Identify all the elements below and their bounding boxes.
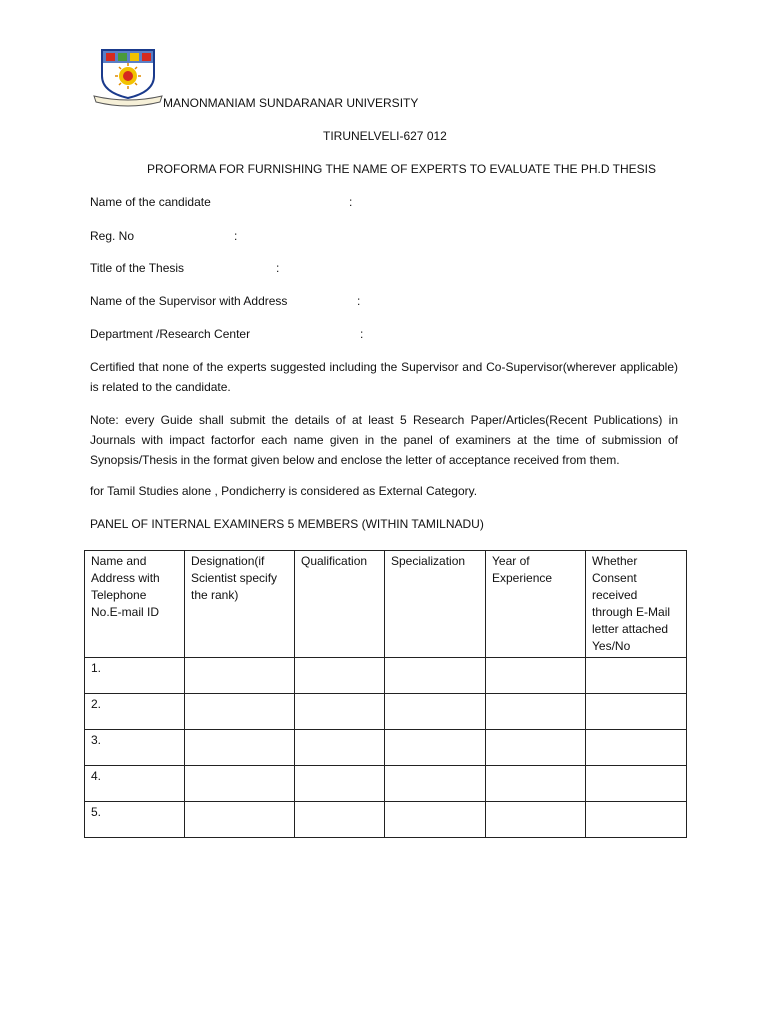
table-cell: [295, 694, 385, 730]
field-thesis-title-label: Title of the Thesis: [90, 261, 185, 275]
row-number: 2.: [85, 694, 185, 730]
table-row: [85, 730, 687, 766]
col-header-consent: Whether Consent received through E-Mail letter attached Yes/No: [586, 551, 687, 658]
col-header-designation: Designation(if Scientist specify the rank): [185, 551, 295, 658]
table-row: [85, 802, 687, 838]
field-supervisor-label: Name of the Supervisor with Address: [90, 294, 288, 308]
table-cell: [385, 730, 486, 766]
col-header-name-address: Name and Address with Telephone No.E-mail ID: [85, 551, 185, 658]
table-cell: [185, 658, 295, 694]
table-row: [85, 694, 687, 730]
table-cell: [185, 766, 295, 802]
field-candidate-name-sep: :: [349, 195, 353, 209]
note-statement: Note: every Guide shall submit the details of at least 5 Research Paper/Articles(Recent Publications) in Journals with impact factorfor each name given in the panel of examiners at the time of submission of Synopsis/Thesis in the format given below and enclose the letter of acceptance received from them.: [90, 413, 678, 467]
row-number: 4.: [85, 766, 185, 802]
table-cell: [486, 802, 586, 838]
field-reg-no-sep: :: [234, 229, 238, 243]
table-cell: [295, 802, 385, 838]
table-cell: [586, 766, 687, 802]
field-candidate-name-label: Name of the candidate: [90, 195, 211, 209]
table-cell: [586, 730, 687, 766]
table-row: [85, 766, 687, 802]
examiners-table: [84, 550, 687, 838]
table-cell: [185, 694, 295, 730]
table-cell: [486, 658, 586, 694]
field-supervisor-sep: :: [357, 294, 361, 308]
table-cell: [385, 694, 486, 730]
table-cell: [185, 802, 295, 838]
col-header-experience: Year of Experience: [486, 551, 586, 658]
table-cell: [295, 658, 385, 694]
col-header-specialization: Specialization: [385, 551, 486, 658]
university-emblem-icon: [92, 46, 164, 108]
col-header-qualification: Qualification: [295, 551, 385, 658]
table-cell: [586, 658, 687, 694]
table-cell: [486, 730, 586, 766]
row-number: 1.: [85, 658, 185, 694]
row-number: 5.: [85, 802, 185, 838]
table-row: [85, 658, 687, 694]
table-cell: [295, 730, 385, 766]
table-cell: [385, 658, 486, 694]
table-cell: [586, 694, 687, 730]
table-cell: [486, 766, 586, 802]
row-number: 3.: [85, 730, 185, 766]
form-title: PROFORMA FOR FURNISHING THE NAME OF EXPERTS TO EVALUATE THE PH.D THESIS: [147, 162, 656, 176]
certified-statement: Certified that none of the experts suggested including the Supervisor and Co-Supervisor(wherever applicable) is related to the candidate.: [90, 360, 678, 394]
table-cell: [185, 730, 295, 766]
table-cell: [385, 802, 486, 838]
university-name: MANONMANIAM SUNDARANAR UNIVERSITY: [163, 96, 419, 110]
panel-title: PANEL OF INTERNAL EXAMINERS 5 MEMBERS (WITHIN TAMILNADU): [90, 517, 484, 531]
field-reg-no-label: Reg. No: [90, 229, 135, 243]
field-department-label: Department /Research Center: [90, 327, 251, 341]
tamil-studies-note: for Tamil Studies alone , Pondicherry is considered as External Category.: [90, 484, 478, 498]
table-cell: [586, 802, 687, 838]
table-cell: [486, 694, 586, 730]
table-cell: [385, 766, 486, 802]
university-location: TIRUNELVELI-627 012: [323, 129, 447, 143]
table-cell: [295, 766, 385, 802]
field-department-sep: :: [360, 327, 364, 341]
table-header-row: [85, 551, 687, 658]
field-thesis-title-sep: :: [276, 261, 280, 275]
